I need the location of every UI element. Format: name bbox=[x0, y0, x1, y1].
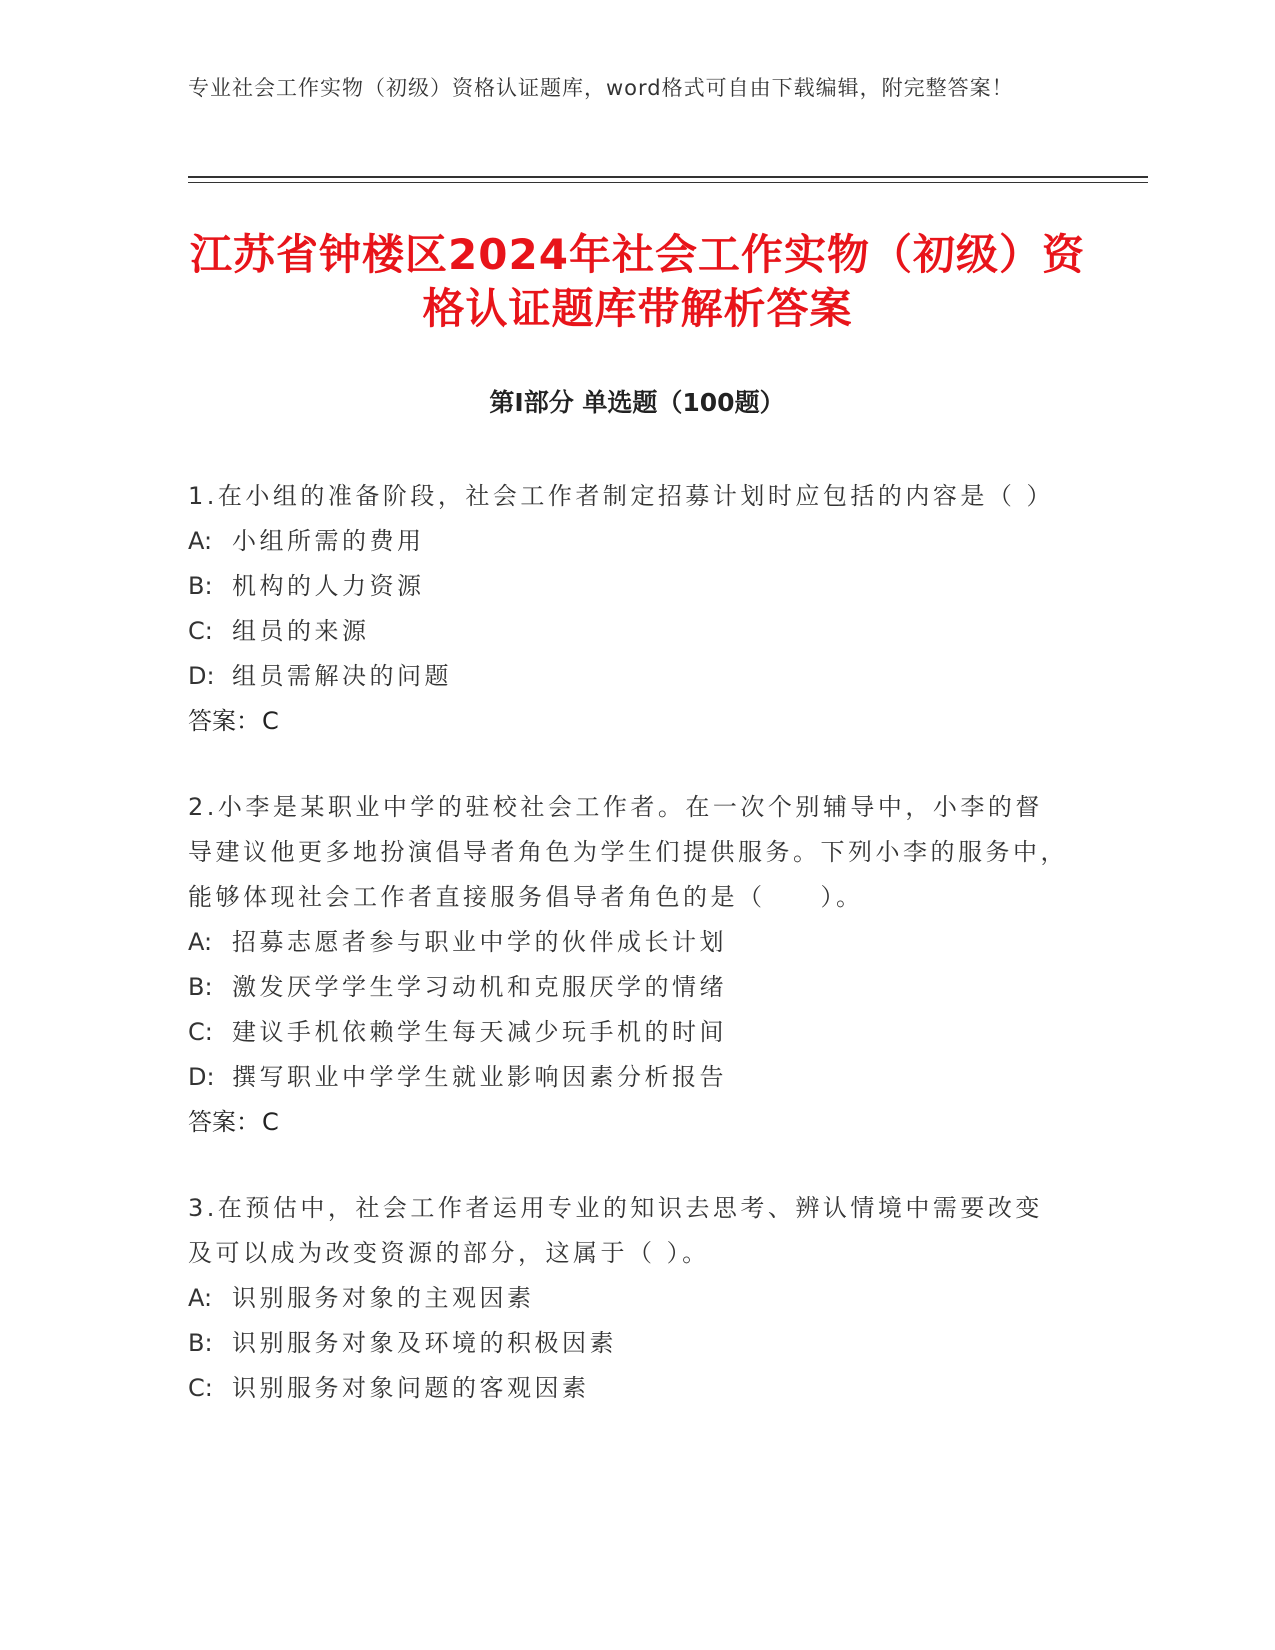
header-divider-thick bbox=[188, 176, 1148, 178]
answer-value: C bbox=[262, 1108, 279, 1136]
header-note: 专业社会工作实物（初级）资格认证题库，word格式可自由下载编辑，附完整答案！ bbox=[188, 76, 1014, 100]
option-letter: B: bbox=[188, 1329, 213, 1357]
question-stem: 3.在预估中，社会工作者运用专业的知识去思考、辨认情境中需要改变及可以成为改变资源的部分，这属于（ ）。 bbox=[188, 1194, 1043, 1267]
question-3 bbox=[188, 1186, 1068, 1411]
question-stem: 2.小李是某职业中学的驻校社会工作者。在一次个别辅导中，小李的督导建议他更多地扮演倡导者角色为学生们提供服务。下列小李的服务中，能够体现社会工作者直接服务倡导者角色的是（ ）。 bbox=[188, 793, 1068, 911]
option-text: 识别服务对象问题的客观因素 bbox=[232, 1374, 590, 1402]
option-b bbox=[188, 1321, 1068, 1366]
question-1 bbox=[188, 474, 1068, 744]
option-text: 建议手机依赖学生每天减少玩手机的时间 bbox=[232, 1018, 727, 1046]
option-letter: C: bbox=[188, 617, 213, 645]
option-text: 机构的人力资源 bbox=[232, 572, 425, 600]
option-c bbox=[188, 1010, 1068, 1055]
option-letter: A: bbox=[188, 928, 213, 956]
document-title: 江苏省钟楼区2024年社会工作实物（初级）资格认证题库带解析答案 bbox=[190, 230, 1085, 333]
option-letter: C: bbox=[188, 1018, 213, 1046]
option-d bbox=[188, 1055, 1068, 1100]
answer-label: 答案： bbox=[188, 1108, 260, 1136]
question-list bbox=[188, 474, 1068, 1452]
header-divider-thin bbox=[188, 182, 1148, 183]
option-d bbox=[188, 654, 1068, 699]
option-c bbox=[188, 609, 1068, 654]
answer-value: C bbox=[262, 707, 279, 735]
option-text: 组员需解决的问题 bbox=[232, 662, 452, 690]
option-text: 招募志愿者参与职业中学的伙伴成长计划 bbox=[232, 928, 727, 956]
option-text: 激发厌学学生学习动机和克服厌学的情绪 bbox=[232, 973, 727, 1001]
option-b bbox=[188, 564, 1068, 609]
option-a bbox=[188, 1276, 1068, 1321]
option-letter: C: bbox=[188, 1374, 213, 1402]
answer-label: 答案： bbox=[188, 707, 260, 735]
answer-line bbox=[188, 699, 1068, 744]
question-2 bbox=[188, 785, 1068, 1145]
option-b bbox=[188, 965, 1068, 1010]
option-c bbox=[188, 1366, 1068, 1411]
option-letter: A: bbox=[188, 527, 213, 555]
option-text: 识别服务对象的主观因素 bbox=[232, 1284, 535, 1312]
option-letter: A: bbox=[188, 1284, 213, 1312]
option-a bbox=[188, 920, 1068, 965]
question-stem: 1.在小组的准备阶段，社会工作者制定招募计划时应包括的内容是（ ） bbox=[188, 482, 1055, 510]
option-letter: B: bbox=[188, 973, 213, 1001]
option-text: 撰写职业中学学生就业影响因素分析报告 bbox=[232, 1063, 727, 1091]
section-title: 第Ⅰ部分 单选题（100题） bbox=[489, 388, 785, 417]
option-text: 组员的来源 bbox=[232, 617, 370, 645]
option-letter: D: bbox=[188, 662, 215, 690]
option-a bbox=[188, 519, 1068, 564]
option-text: 识别服务对象及环境的积极因素 bbox=[232, 1329, 617, 1357]
option-letter: D: bbox=[188, 1063, 215, 1091]
answer-line bbox=[188, 1100, 1068, 1145]
option-text: 小组所需的费用 bbox=[232, 527, 425, 555]
option-letter: B: bbox=[188, 572, 213, 600]
